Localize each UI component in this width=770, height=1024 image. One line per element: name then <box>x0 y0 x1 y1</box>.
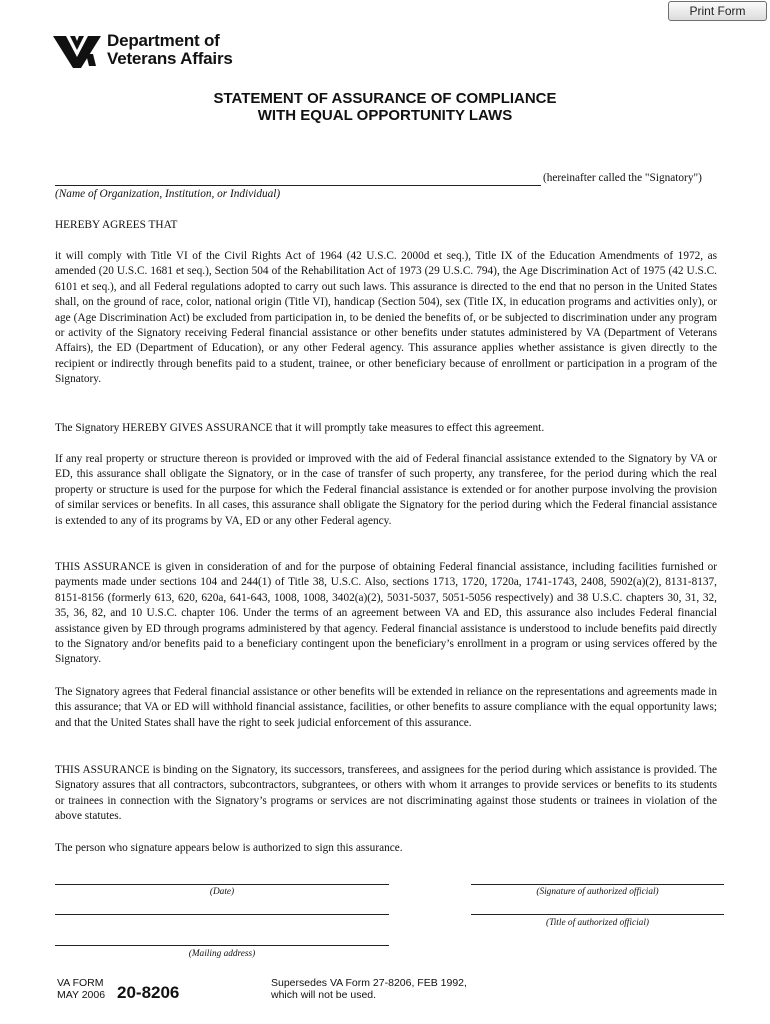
form-label: VA FORM <box>57 977 104 989</box>
va-logo <box>52 32 262 74</box>
paragraph-binding: THIS ASSURANCE is binding on the Signatory, its successors, transferees, and assignees for the period during which assistance is provided. The Signatory assures that all contractors, subcontractors, subgrantees, or others with whom it arranges to provide services or benefits to its students or trainees in connection with the Signatory’s programs or services are not discriminating against those students or trainees in violation of the above statutes. <box>55 764 717 823</box>
title-line-2: WITH EQUAL OPPORTUNITY LAWS <box>257 107 513 124</box>
signatory-name-caption: (Name of Organization, Institution, or Individual) <box>55 188 281 200</box>
paragraph-authorized: The person who signature appears below is authorized to sign this assurance. <box>55 842 403 854</box>
print-form-button[interactable]: Print Form <box>668 1 767 21</box>
va-emblem-icon <box>52 33 102 71</box>
logo-line-2: Veterans Affairs <box>107 49 233 68</box>
form-date: MAY 2006 <box>57 989 106 1001</box>
hereby-agrees: HEREBY AGREES THAT <box>55 219 178 231</box>
paragraph-gives-assurance: The Signatory HEREBY GIVES ASSURANCE that it will promptly take measures to effect this agreement. <box>55 422 545 434</box>
paragraph-consideration: THIS ASSURANCE is given in consideration of and for the purpose of obtaining Federal financial assistance, including facilities furnished or payments made under sections 104 and 244(1) of Title 38, U.S.C. Also, sections 1713, 1720, 1720a, 1741-1743, 2408, 5902(a)(2), 8131-8137, 8151-8156 (formerly 613, 620, 620a, 641-643, 1008, 1008, 3402(a)(2), 5031-5037, 5051-5056 respectively) and 38 U.S.C. chapters 30, 31, 32, 35, 36, 82, and 10 U.S.C. chapter 106. Under the terms of an agreement between VA and ED, this assurance also includes Federal financial assistance given by ED through programs administered by that agency. Federal financial assistance is understood to include benefits paid directly to the Signatory and/or benefits paid to a beneficiary contingent upon the beneficiary’s enrollment in a program or using services offered by the Signatory. <box>55 561 717 666</box>
form-label-block <box>57 977 105 1001</box>
signature-line[interactable] <box>471 884 724 885</box>
title-line-1: STATEMENT OF ASSURANCE OF COMPLIANCE <box>213 90 557 107</box>
title-official-line[interactable] <box>471 914 724 915</box>
address-line-2[interactable] <box>55 945 389 946</box>
page-title <box>0 90 770 124</box>
address-line-1[interactable] <box>55 914 389 915</box>
paragraph-real-property: If any real property or structure thereon is provided or improved with the aid of Federal financial assistance extended to the Signatory by VA or ED, this assurance shall obligate the Signatory, or in the case of transfer of such property, any transferee, for the period during which the real property or structure is used for the purpose for which the Federal financial assistance is extended or for another purpose involving the provision of similar services or benefits. In all cases, this assurance shall obligate the Signatory for the period during which the Federal financial assistance is extended to any of its programs by VA, ED or any other Federal agency. <box>55 453 717 527</box>
paragraph-reliance: The Signatory agrees that Federal financial assistance or other benefits will be extended in reliance on the representations and agreements made in this assurance; that VA or ED will withhold financial assistance, facilities, or other benefits to assure compliance with the equal opportunity laws; and that the United States shall have the right to seek judicial enforcement of this assurance. <box>55 686 717 729</box>
signatory-suffix: (hereinafter called the "Signatory") <box>543 172 702 184</box>
logo-line-1: Department of <box>107 31 220 50</box>
logo-wordmark <box>107 32 233 68</box>
form-number: 20-8206 <box>117 983 180 1002</box>
date-line[interactable] <box>55 884 389 885</box>
signature-caption: (Signature of authorized official) <box>536 887 659 897</box>
supersedes-line-1: Supersedes VA Form 27-8206, FEB 1992, <box>271 977 467 989</box>
supersedes-note <box>271 977 467 1001</box>
supersedes-line-2: which will not be used. <box>271 989 377 1001</box>
paragraph-compliance: it will comply with Title VI of the Civil Rights Act of 1964 (42 U.S.C. 2000d et seq.), Title IX of the Education Amendments of 1972, as amended (20 U.S.C. 1681 et seq.), Section 504 of the Rehabilitation Act of 1973 (29 U.S.C. 794), the Age Discrimination Act of 1975 (42 U.S.C. 6101 et seq.), and all Federal regulations adopted to carry out such laws. This assurance is directed to the end that no person in the United States shall, on the ground of race, color, national origin (Title VI), handicap (Section 504), sex (Title IX, in education programs and activities only), or age (Age Discrimination Act) be excluded from participation in, to be denied the benefits of, or be subjected to discrimination under any program or activity of the Signatory receiving Federal financial assistance or other benefits under statutes administered by VA (Department of Veterans Affairs), the ED (Department of Education), or any other Federal agency. This assurance applies whether assistance is given directly to the recipient or indirectly through benefits paid to a student, trainee, or other beneficiary because of enrollment or participation in a program of the Signatory. <box>55 250 717 386</box>
mailing-address-caption: (Mailing address) <box>188 949 256 959</box>
title-official-caption: (Title of authorized official) <box>545 918 650 928</box>
signatory-name-line[interactable] <box>55 185 541 186</box>
date-caption: (Date) <box>209 887 235 897</box>
